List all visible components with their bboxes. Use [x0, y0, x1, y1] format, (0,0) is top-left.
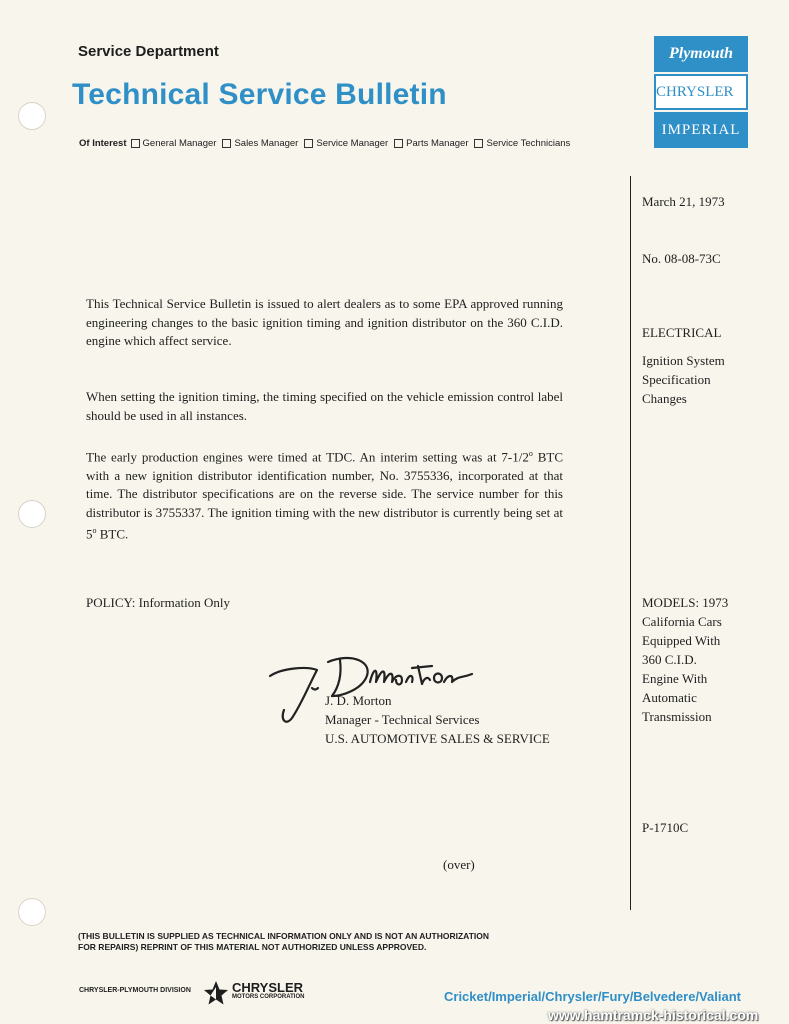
checkbox-icon	[304, 139, 313, 148]
punch-hole	[18, 898, 46, 926]
page-title: Technical Service Bulletin	[72, 78, 447, 111]
of-interest-row	[79, 138, 576, 149]
checkbox-icon	[131, 139, 140, 148]
pentastar-icon	[203, 980, 229, 1006]
signer-name: J. D. Morton	[325, 693, 392, 708]
over-label: (over)	[443, 857, 475, 872]
bulletin-category: ELECTRICAL	[642, 325, 722, 340]
department-label: Service Department	[78, 43, 219, 60]
models-block: MODELS: 1973 California Cars Equipped With 360 C.I.D. Engine With Automatic Transmission	[642, 595, 729, 724]
corporation-logo	[232, 982, 304, 1000]
bulletin-subject: Ignition System Specification Changes	[642, 353, 725, 406]
interest-option: Service Technicians	[474, 138, 570, 149]
logo-imperial: IMPERIAL	[654, 112, 748, 148]
paragraph-2: When setting the ignition timing, the timing specified on the vehicle emission control label should be used in all instances.	[86, 389, 563, 423]
signer-title: Manager - Technical Services	[325, 712, 480, 727]
brand-logo	[654, 36, 748, 148]
paragraph-3: The early production engines were timed at TDC. An interim setting was at 7-1/2$^o$ BTC with a new ignition distributor identification number, No. 3755336, incorporated at that time. The distributor specifications are on the reverse side. The service number for this distributor is 3755337. The ignition timing with the new distributor is currently being set at 5$^o$ BTC.	[86, 449, 563, 542]
checkbox-icon	[394, 139, 403, 148]
policy-line: POLICY: Information Only	[86, 595, 230, 610]
bulletin-date: March 21, 1973	[642, 194, 725, 209]
checkbox-icon	[474, 139, 483, 148]
interest-option: Sales Manager	[222, 138, 298, 149]
logo-chrysler: CHRYSLER	[654, 74, 748, 110]
degree-mark: o	[92, 526, 97, 536]
interest-option: Parts Manager	[394, 138, 468, 149]
signature-block	[325, 691, 550, 748]
disclaimer: (THIS BULLETIN IS SUPPLIED AS TECHNICAL INFORMATION ONLY AND IS NOT AN AUTHORIZATION FOR REPAIRS) REPRINT OF THIS MATERIAL NOT AUTHORIZED UNLESS APPROVED.	[78, 931, 489, 952]
punch-hole	[18, 102, 46, 130]
vertical-divider	[630, 176, 631, 910]
publication-number: P-1710C	[642, 820, 689, 835]
punch-hole	[18, 500, 46, 528]
paragraph-1: This Technical Service Bulletin is issued to alert dealers as to some EPA approved running engineering changes to the basic ignition timing and ignition distributor on the 360 C.I.D. engine which affect service.	[86, 296, 563, 348]
of-interest-label: Of Interest	[79, 138, 127, 149]
degree-mark: o	[528, 449, 533, 458]
logo-plymouth: Plymouth	[654, 36, 748, 72]
interest-option: General Manager	[131, 138, 217, 149]
checkbox-icon	[222, 139, 231, 148]
corp-name: CHRYSLER	[232, 980, 304, 995]
interest-option: Service Manager	[304, 138, 388, 149]
signer-org: U.S. AUTOMOTIVE SALES & SERVICE	[325, 731, 550, 746]
brand-list: Cricket/Imperial/Chrysler/Fury/Belvedere/Valiant	[444, 989, 741, 1004]
bulletin-number: No. 08-08-73C	[642, 251, 721, 266]
watermark-text: www.hamtramck-historical.com	[548, 1007, 759, 1023]
corp-sub: MOTORS CORPORATION	[232, 994, 305, 1000]
division-label: CHRYSLER-PLYMOUTH DIVISION	[79, 987, 191, 994]
